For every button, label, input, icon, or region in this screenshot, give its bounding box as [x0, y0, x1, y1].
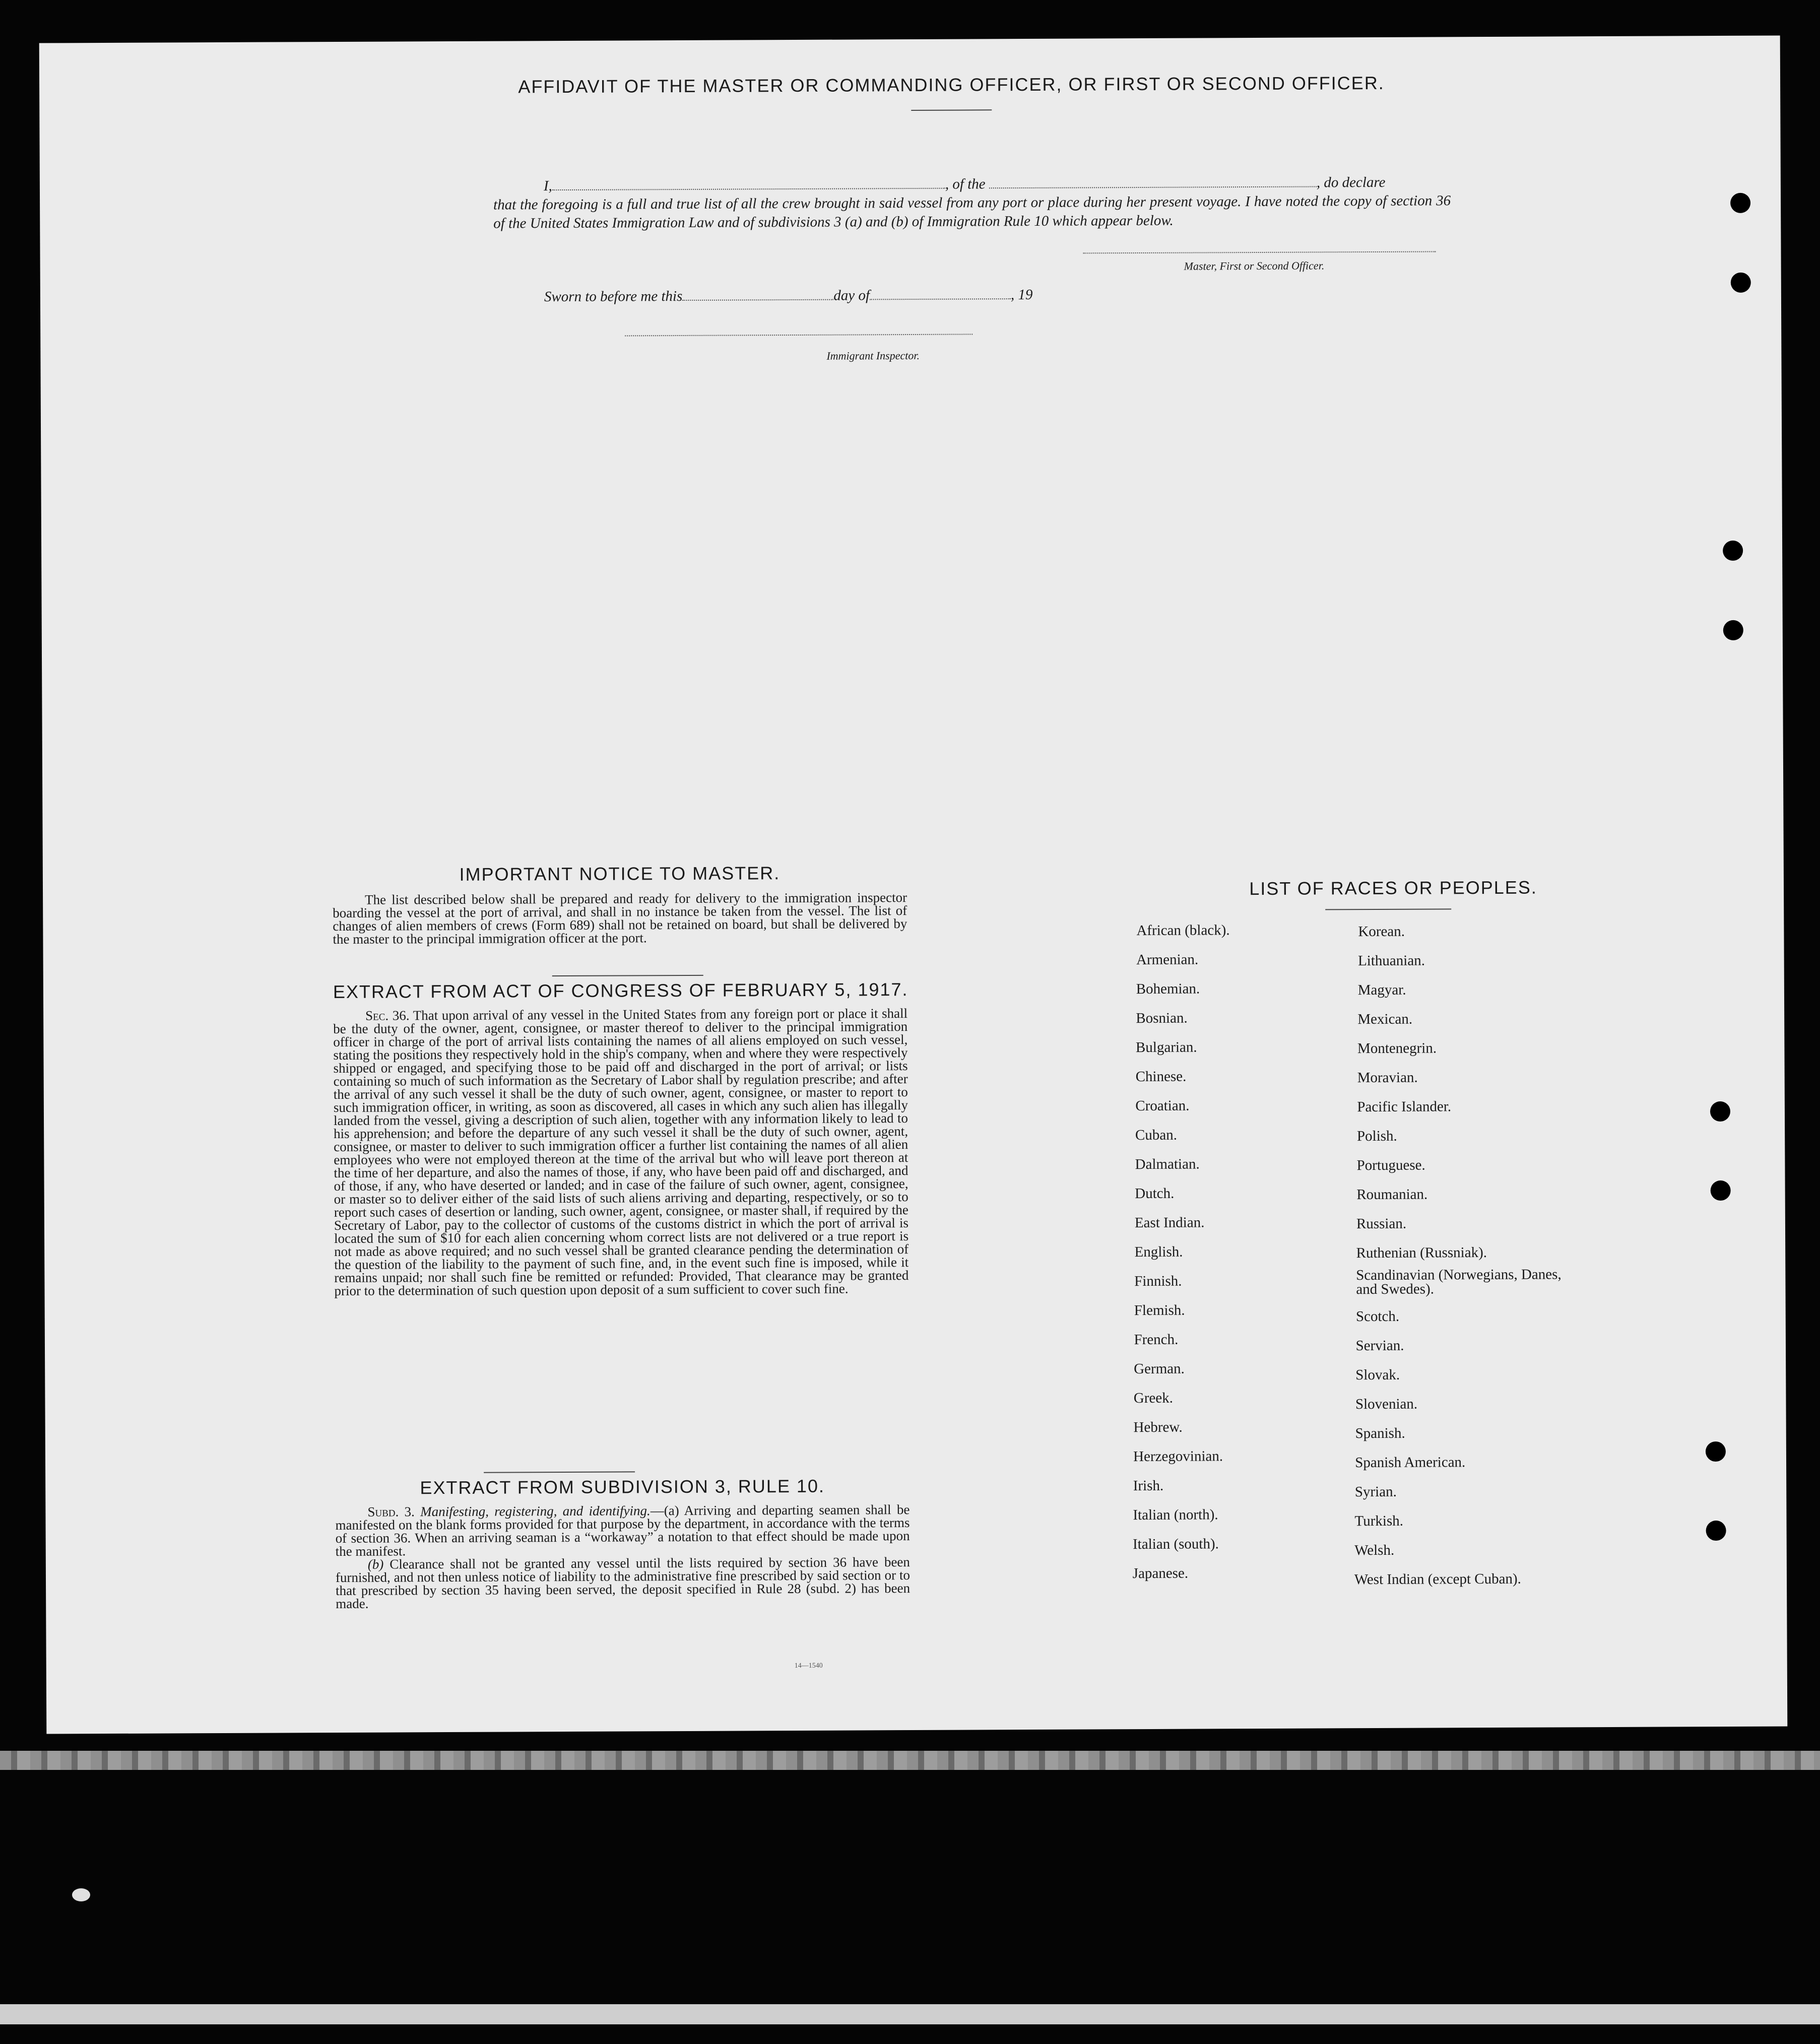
race-item: East Indian.	[1134, 1214, 1205, 1231]
race-item: Scotch.	[1355, 1308, 1400, 1325]
race-item: Japanese.	[1132, 1565, 1189, 1582]
race-item: Finnish.	[1134, 1273, 1182, 1290]
affidavit-statement	[493, 173, 1451, 233]
punch-hole	[1730, 193, 1750, 213]
race-item: Flemish.	[1134, 1302, 1185, 1319]
race-item: Welsh.	[1354, 1542, 1395, 1559]
race-item: Polish.	[1356, 1128, 1397, 1145]
race-item: Ruthenian (Russniak).	[1356, 1244, 1487, 1262]
subdivision-label: Subd. 3.	[367, 1504, 415, 1520]
race-item: Bulgarian.	[1135, 1039, 1197, 1056]
act-extract-text	[333, 1007, 908, 1297]
race-item: Dalmatian.	[1135, 1156, 1200, 1173]
notice-paragraph: The list described below shall be prepared and ready for delivery to the immigration inspector boarding the vessel at the port of arrival, and shall in no instance be taken from the vessel. The list of changes of alien members of crews (Form 689) shall not be retained on board, but shall be delivered by the master to the principal immigration officer at the port.	[333, 890, 907, 947]
race-item: West Indian (except Cuban).	[1354, 1570, 1521, 1588]
race-item: Italian (north).	[1133, 1506, 1218, 1524]
races-title: LIST OF RACES OR PEOPLES.	[1249, 877, 1537, 899]
race-item: Roumanian.	[1356, 1186, 1428, 1203]
race-item: English.	[1134, 1243, 1183, 1261]
race-item: German.	[1134, 1360, 1185, 1377]
declarant-name-field[interactable]	[552, 176, 945, 190]
race-item: Bosnian.	[1136, 1010, 1188, 1027]
officer-signature-field[interactable]	[1083, 251, 1436, 253]
punch-hole	[1723, 620, 1743, 640]
race-item: Hebrew.	[1133, 1419, 1183, 1436]
section-36-text: That upon arrival of any vessel in the United States from any foreign port or place it shall be the duty of the owner, agent, consignee, or master thereof to deliver to the principal immigration officer in charge of the port of arrival lists containing the names of all aliens employed on such vessel, stating the positions they respectively hold in the ship's company, when and where they were respectively shipped or engaged, and specifying those to be paid off and discharged in the port of arrival; or lists containing so much of such information as the Secretary of Labor shall by regulation prescribe; and after the arrival of any such vessel it shall be the duty of such owner, agent, consignee, or master to report to such immigration officer, in writing, as soon as discovered, all cases in which any such alien has illegally landed from the vessel, giving a description of such alien, together with any information likely to lead to his apprehension; and before the departure of any such vessel it shall be the duty of such owner, agent, consignee, or master to deliver to such immigration officer a further list containing the names of all alien employees who were not employed thereon at the time of the arrival but who will leave port thereon at the time of her departure, and also the names of those, if any, who have been paid off and discharged, and of those, if any, who have deserted or landed; and in case of the failure of such owner, agent, consignee, or master so to deliver either of the said lists of such aliens arriving and departing, respectively, or so to report such cases of desertion or landing, such owner, agent, consignee, or master shall, if required by the Secretary of Labor, pay to the collector of customs of the customs district in which the port of arrival is located the sum of $10 for each alien concerning whom correct lists are not delivered or a true report is not made as above required; and no such vessel shall be granted clearance pending the determination of the question of the liability to the payment of such fine, and, in the event such fine is imposed, while it remains unpaid; nor shall such fine be remitted or refunded: Provided, That clearance may be granted prior to the determination of such question upon deposit of a sum sufficient to cover such fine.	[333, 1006, 909, 1299]
paragraph-b-label: (b)	[367, 1556, 384, 1572]
sworn-prefix: Sworn to before me this	[544, 288, 683, 305]
rule-extract-title: EXTRACT FROM SUBDIVISION 3, RULE 10.	[420, 1475, 825, 1498]
race-item: Italian (south).	[1133, 1536, 1219, 1553]
subdivision-heading: Manifesting, registering, and identifying.	[420, 1503, 651, 1520]
paragraph-a: —(a) Arriving and departing seamen shall be manifested on the blank forms provided for that purpose by the department, in accordance with the terms of section 36. When an arriving seaman is a “workaway” a notation to that effect should be made upon the manifest.	[335, 1502, 910, 1559]
punch-hole	[1706, 1441, 1726, 1462]
race-item: Slovenian.	[1355, 1396, 1418, 1413]
race-item: Chinese.	[1135, 1068, 1187, 1085]
signature-caption: Master, First or Second Officer.	[1184, 259, 1325, 273]
form-page	[39, 35, 1788, 1734]
race-item: Pacific Islander.	[1357, 1098, 1452, 1115]
race-item: Servian.	[1355, 1337, 1404, 1354]
section-label: Sec. 36.	[365, 1008, 410, 1023]
punch-hole	[1711, 1180, 1731, 1201]
affidavit-body: that the foregoing is a full and true list of all the crew brought in said vessel from any port or place during her present voyage. I have noted the copy of section 36 of the United States Immigration Law and of subdivisions 3 (a) and (b) of Immigration Rule 10 which appear below.	[493, 192, 1451, 232]
race-item: Magyar.	[1357, 981, 1406, 999]
sworn-year-label: , 19	[1010, 286, 1033, 303]
vessel-prefix: , of the	[945, 176, 986, 192]
race-item: African (black).	[1136, 922, 1230, 939]
race-item: Russian.	[1356, 1215, 1407, 1232]
race-item: Turkish.	[1354, 1512, 1404, 1530]
scan-mark	[72, 1888, 90, 1901]
race-item: Irish.	[1133, 1477, 1164, 1494]
sworn-month-field[interactable]	[870, 286, 1011, 300]
race-item: Spanish.	[1355, 1425, 1405, 1442]
race-item: Dutch.	[1135, 1185, 1175, 1202]
act-divider	[484, 1471, 635, 1473]
race-item: Portuguese.	[1356, 1157, 1425, 1174]
affidavit-title: AFFIDAVIT OF THE MASTER OR COMMANDING OFFICER, OR FIRST OR SECOND OFFICER.	[518, 72, 1385, 97]
race-item: Bohemian.	[1136, 980, 1200, 998]
punch-hole	[1706, 1521, 1726, 1541]
race-item: Spanish American.	[1355, 1454, 1466, 1471]
race-item: Armenian.	[1136, 951, 1199, 968]
race-item: Croatian.	[1135, 1097, 1190, 1114]
race-item: Montenegrin.	[1357, 1040, 1437, 1057]
notice-text	[333, 891, 907, 946]
inspector-caption: Immigrant Inspector.	[826, 349, 920, 362]
page-bottom-edge	[0, 1751, 1820, 1770]
rule-extract-text	[335, 1503, 910, 1610]
race-item: Herzegovinian.	[1133, 1448, 1223, 1465]
declarant-prefix: I,	[543, 178, 552, 194]
act-extract-title: EXTRACT FROM ACT OF CONGRESS OF FEBRUARY 5, 1917.	[333, 979, 908, 1003]
punch-hole	[1723, 541, 1743, 561]
sworn-line	[544, 285, 1149, 306]
race-item: Lithuanian.	[1357, 952, 1425, 969]
races-divider	[1325, 908, 1451, 910]
notice-divider	[552, 975, 703, 976]
punch-hole	[1710, 1101, 1730, 1122]
notice-title: IMPORTANT NOTICE TO MASTER.	[459, 863, 781, 885]
paragraph-b: Clearance shall not be granted any vessel until the lists required by section 36 have been furnished, and not then unless notice of liability to the administrative fine prescribed by said section or to that prescribed by section 35 having been served, the deposit specified in Rule 28 (subd. 2) has been made.	[335, 1554, 911, 1612]
race-item: Syrian.	[1354, 1483, 1397, 1500]
race-item: French.	[1134, 1331, 1179, 1348]
vessel-name-field[interactable]	[989, 174, 1317, 188]
scanner-band	[0, 2004, 1820, 2024]
race-item: Moravian.	[1357, 1069, 1418, 1086]
race-item: Greek.	[1133, 1390, 1174, 1407]
punch-hole	[1731, 273, 1751, 293]
race-item: Slovak.	[1355, 1366, 1400, 1383]
title-divider	[911, 109, 992, 111]
sworn-day-field[interactable]	[682, 287, 833, 301]
race-item: Cuban.	[1135, 1127, 1178, 1144]
sworn-day-label: day of	[833, 287, 870, 304]
race-item: Mexican.	[1357, 1011, 1413, 1028]
race-item: Scandinavian (Norwegians, Danes, and Swedes).	[1356, 1266, 1562, 1298]
race-item: Korean.	[1358, 923, 1405, 940]
form-number: 14—1540	[794, 1662, 823, 1670]
declare-suffix: , do declare	[1316, 174, 1386, 191]
inspector-signature-field[interactable]	[625, 334, 972, 336]
